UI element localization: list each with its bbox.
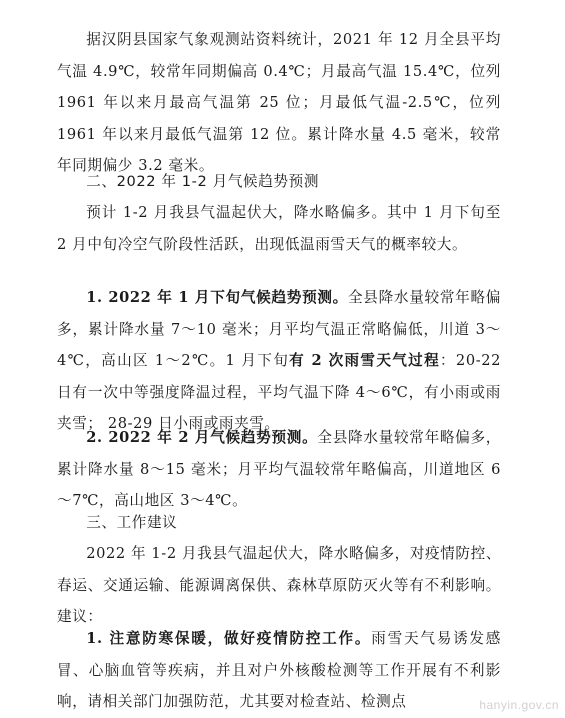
january-weather-events: 有 2 次雨雪天气过程 — [289, 352, 441, 369]
paragraph-forecast-overview: 预计 1-2 月我县气温起伏大，降水略偏多。其中 1 月下旬至 2 月中旬冷空气阶段性活跃，出现低温雨雪天气的概率较大。 — [57, 204, 501, 253]
cold-prevention-text: 雨雪天气易诱发感冒、心脑血管等疾病，并且对户外核酸检测等工作开展有不利影响，请相关部门加强防范，尤其要对检查站、检测点 — [57, 630, 501, 710]
paragraph-january-forecast — [57, 282, 501, 440]
cold-prevention-heading: 1. 注意防寒保暖，做好疫情防控工作。 — [86, 630, 372, 647]
section-heading-forecast: 二、2022 年 1-2 月气候趋势预测 — [86, 173, 320, 190]
february-forecast-heading: 2. 2022 年 2 月气候趋势预测。 — [86, 429, 318, 446]
january-forecast-heading: 1. 2022 年 1 月下旬气候趋势预测。 — [86, 289, 348, 306]
paragraph-cold-prevention — [57, 623, 501, 718]
paragraph-climate-summary: 据汉阴县国家气象观测站资料统计，2021 年 12 月全县平均气温 4.9℃，较常年同期偏高 0.4℃；月最高气温 15.4℃，位列 1961 年以来月最高气温第 25 位；月最低气温-2.5℃，位列 1961 年以来月最低气温第 12 位。累计降水量 4.5 毫米，较常年同期偏少 3.2 毫米。 — [57, 31, 501, 174]
paragraph-february-forecast — [57, 422, 501, 517]
paragraph-suggestions-intro: 2022 年 1-2 月我县气温起伏大，降水略偏多，对疫情防控、春运、交通运输、能源调离保供、森林草原防灭火等有不利影响。建议： — [57, 545, 502, 625]
site-watermark: hanyin.gov.cn — [479, 698, 559, 712]
february-forecast-text: 全县降水量较常年略偏多，累计降水量 8～15 毫米；月平均气温较常年略偏高，川道地区 6～7℃，高山地区 3～4℃。 — [57, 429, 501, 509]
january-forecast-text: 全县降水量较常年略偏多，累计降水量 7～10 毫米；月平均气温正常略偏低，川道 3～4℃，高山区 1～2℃。1 月下旬 — [57, 289, 501, 369]
january-forecast-details: ：20-22 日有一次中等强度降温过程，平均气温下降 4～6℃，有小雨或雨夹雪； 28-29 日小雨或雨夹雪。 — [57, 352, 502, 432]
section-heading-suggestions: 三、工作建议 — [86, 514, 178, 531]
